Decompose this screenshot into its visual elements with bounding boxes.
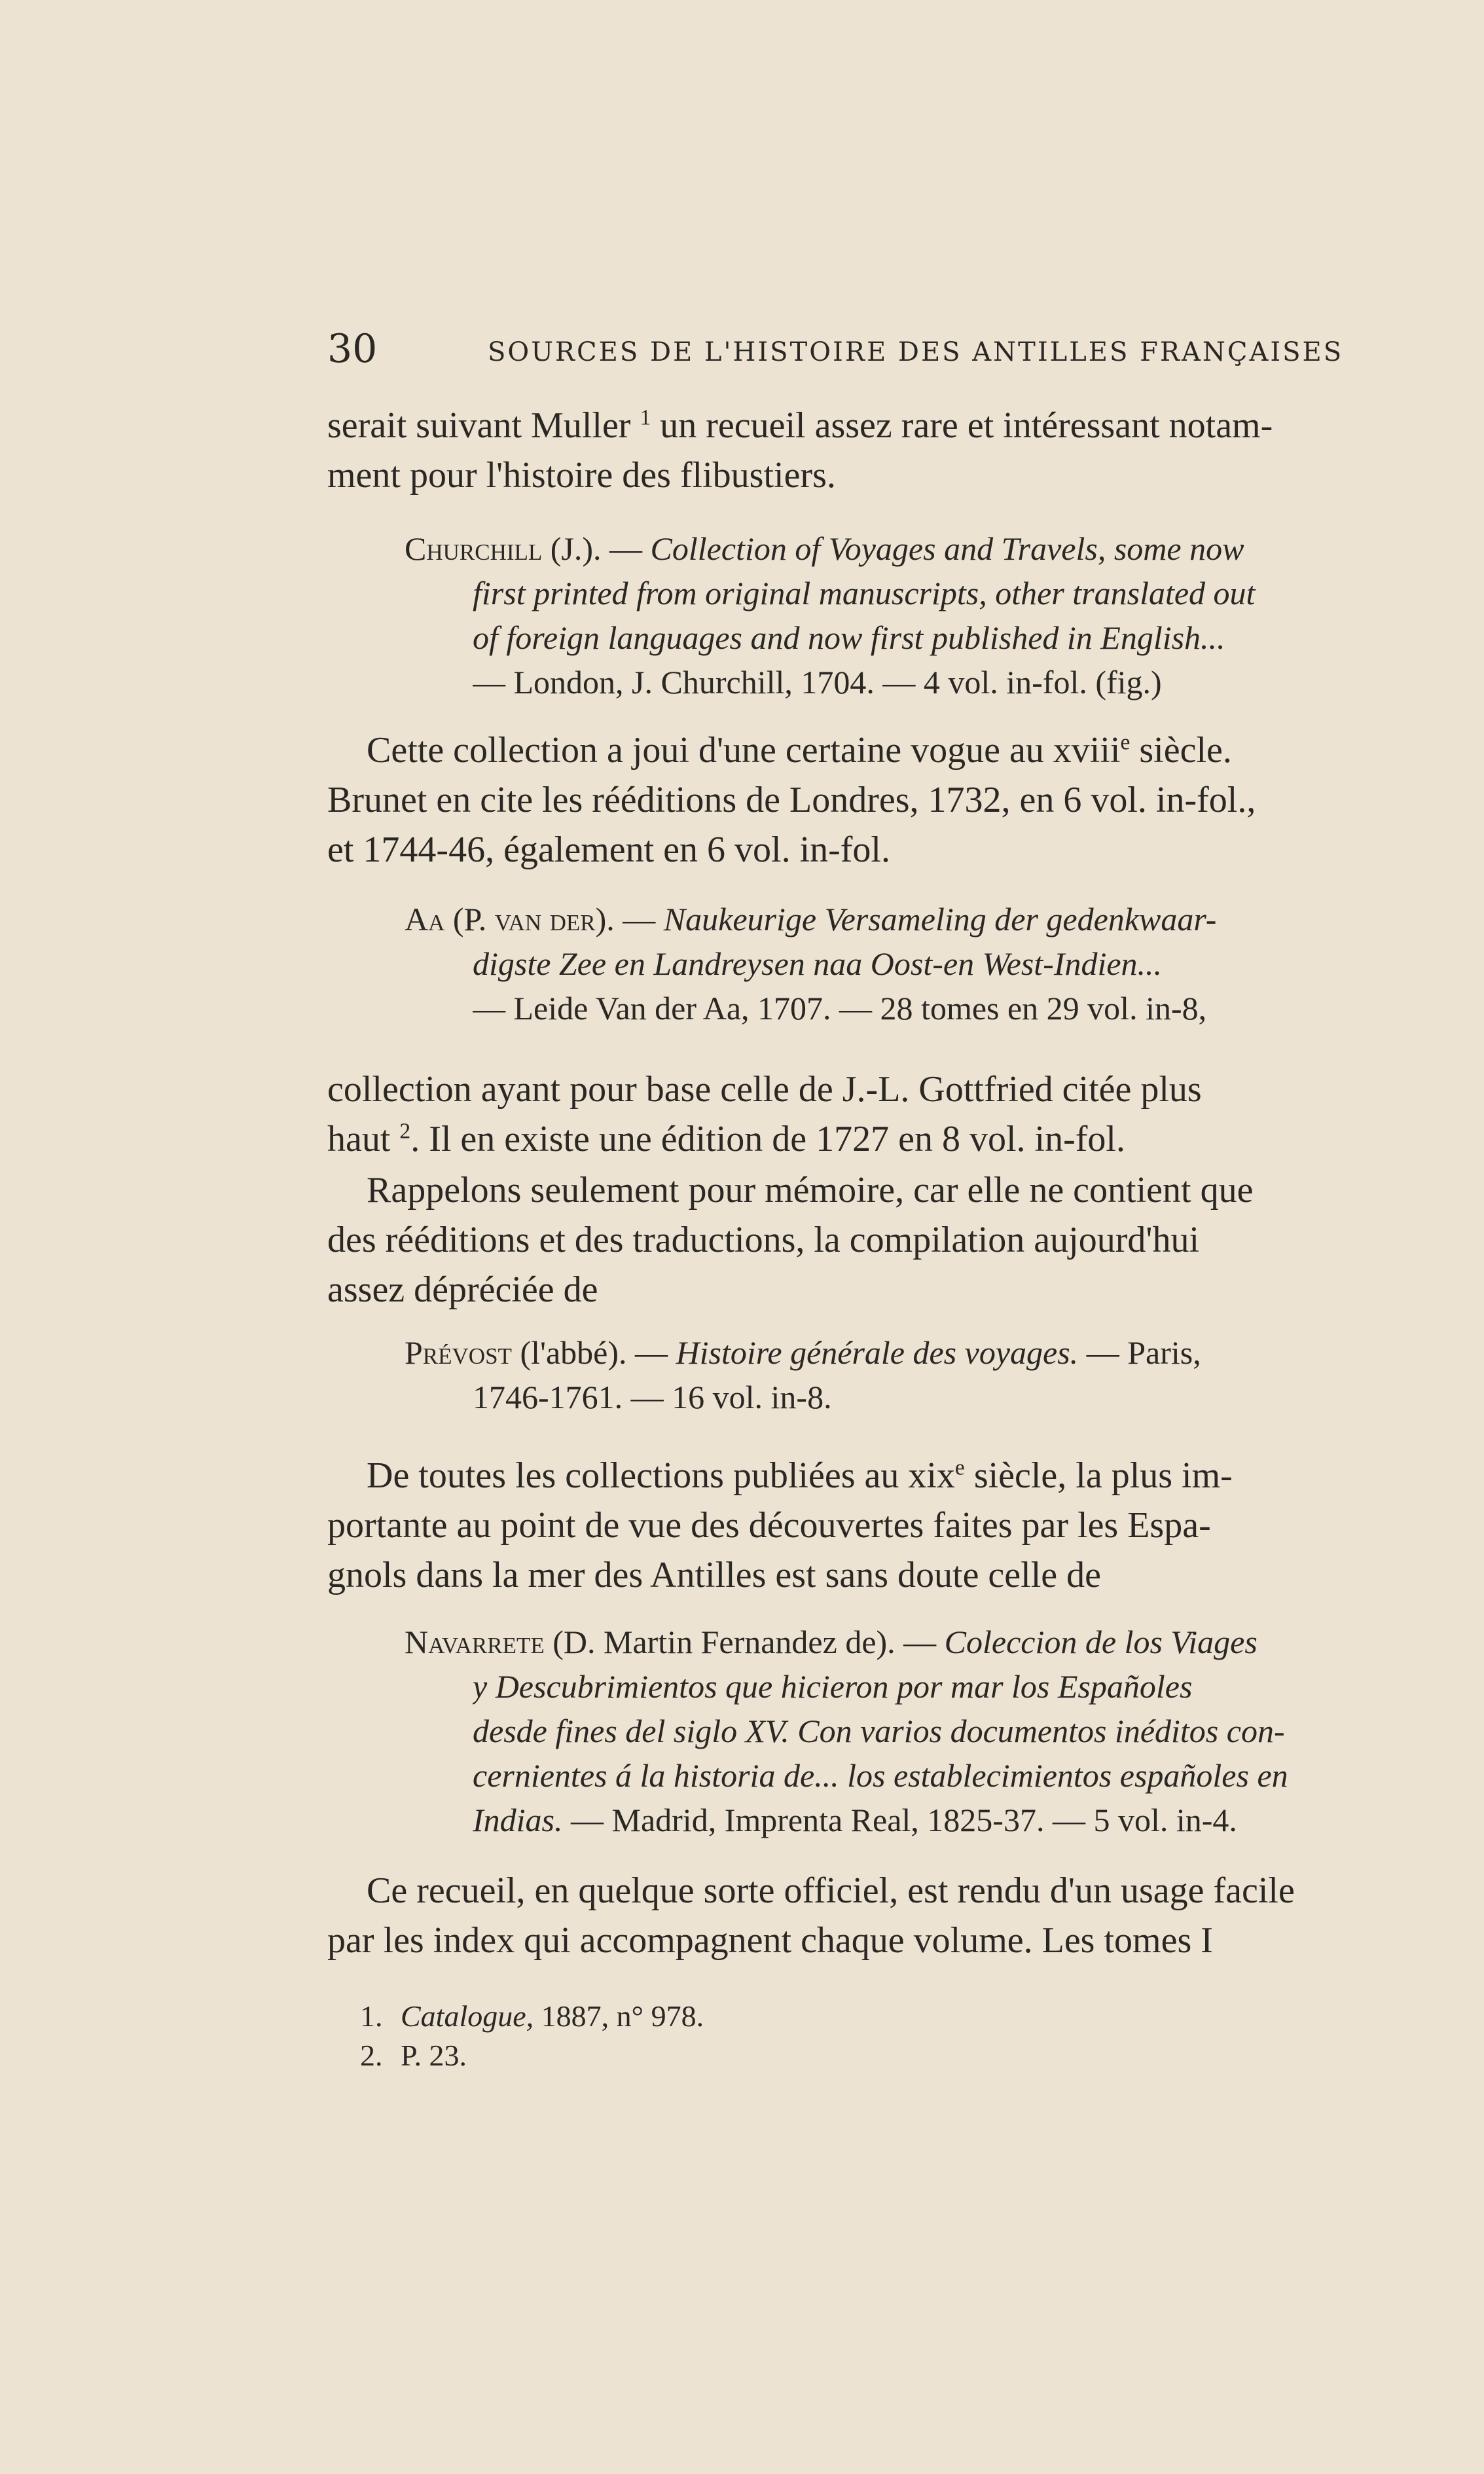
text-line: Brunet en cite les rééditions de Londres, 1732, en 6 vol. in-fol., <box>327 780 1256 820</box>
footnote-1: 1. Catalogue, 1887, n° 978. <box>360 1999 704 2033</box>
footnote-ref: 1 <box>640 405 651 430</box>
bib-line: 1746-1761. — 16 vol. in-8. <box>473 1379 832 1415</box>
text-line: portante au point de vue des découvertes faites par les Espa- <box>327 1505 1211 1546</box>
bib-entry-churchill: Churchill (J.). — Collection of Voyages and Travels, some now <box>405 530 1244 567</box>
bib-line: desde fines del siglo XV. Con varios documentos inéditos con- <box>473 1713 1285 1749</box>
text-line: Ce recueil, en quelque sorte officiel, est rendu d'un usage facile <box>367 1870 1295 1911</box>
text-line: et 1744-46, également en 6 vol. in-fol. <box>327 829 890 870</box>
text-line: haut $^2$. Il en existe une édition de 1727 en 8 vol. in-fol. <box>327 1119 1125 1159</box>
text-line: serait suivant Muller $^1$ un recueil assez rare et intéressant notam- <box>327 405 1273 446</box>
bib-line: — Leide Van der Aa, 1707. — 28 tomes en 29 vol. in-8, <box>473 990 1207 1027</box>
text-line: gnols dans la mer des Antilles est sans doute celle de <box>327 1555 1101 1595</box>
bib-entry-navarrete: Navarrete (D. Martin Fernandez de). — Coleccion de los Viages <box>405 1624 1258 1660</box>
text-line: assez dépréciée de <box>327 1269 598 1310</box>
text-line: des rééditions et des traductions, la compilation aujourd'hui <box>327 1220 1199 1260</box>
bib-line: Indias. — Madrid, Imprenta Real, 1825-37. — 5 vol. in-4. <box>473 1802 1237 1838</box>
bib-author: Aa <box>405 901 445 937</box>
text-line: par les index qui accompagnent chaque volume. Les tomes I <box>327 1920 1213 1961</box>
text-line: collection ayant pour base celle de J.-L. Gottfried citée plus <box>327 1069 1202 1110</box>
bib-line: y Descubrimientos que hicieron por mar los Españoles <box>473 1668 1193 1705</box>
bib-line: digste Zee en Landreysen naa Oost-en West-Indien... <box>473 945 1163 982</box>
footnote-ref: 2 <box>399 1119 411 1144</box>
bib-line: — London, J. Churchill, 1704. — 4 vol. in-fol. (fig.) <box>473 664 1162 700</box>
running-title: SOURCES DE L'HISTOIRE DES ANTILLES FRANÇAISES <box>488 337 1344 367</box>
text-line: Rappelons seulement pour mémoire, car elle ne contient que <box>367 1170 1254 1210</box>
bib-author: Churchill <box>405 530 543 567</box>
bib-author: Navarrete <box>405 1624 545 1660</box>
bib-line: first printed from original manuscripts, other translated out <box>473 575 1256 611</box>
bib-line: cernientes á la historia de... los establecimientos españoles en <box>473 1757 1288 1794</box>
bib-entry-prevost: Prévost (l'abbé). — Histoire générale des voyages. — Paris, <box>405 1334 1201 1371</box>
footnote-2: 2. P. 23. <box>360 2039 467 2072</box>
page-header <box>327 326 1414 372</box>
bib-line: of foreign languages and now first published in English... <box>473 619 1225 656</box>
text-line: De toutes les collections publiées au xix$^e$ siècle, la plus im- <box>367 1455 1233 1496</box>
bib-author: Prévost <box>405 1334 512 1371</box>
text-line: ment pour l'histoire des flibustiers. <box>327 455 836 496</box>
text-line: Cette collection a joui d'une certaine vogue au xviii$^e$ siècle. <box>367 730 1232 771</box>
page-number: 30 <box>327 326 378 372</box>
bib-entry-aa: Aa (P. van der). — Naukeurige Versameling der gedenkwaar- <box>405 901 1217 937</box>
